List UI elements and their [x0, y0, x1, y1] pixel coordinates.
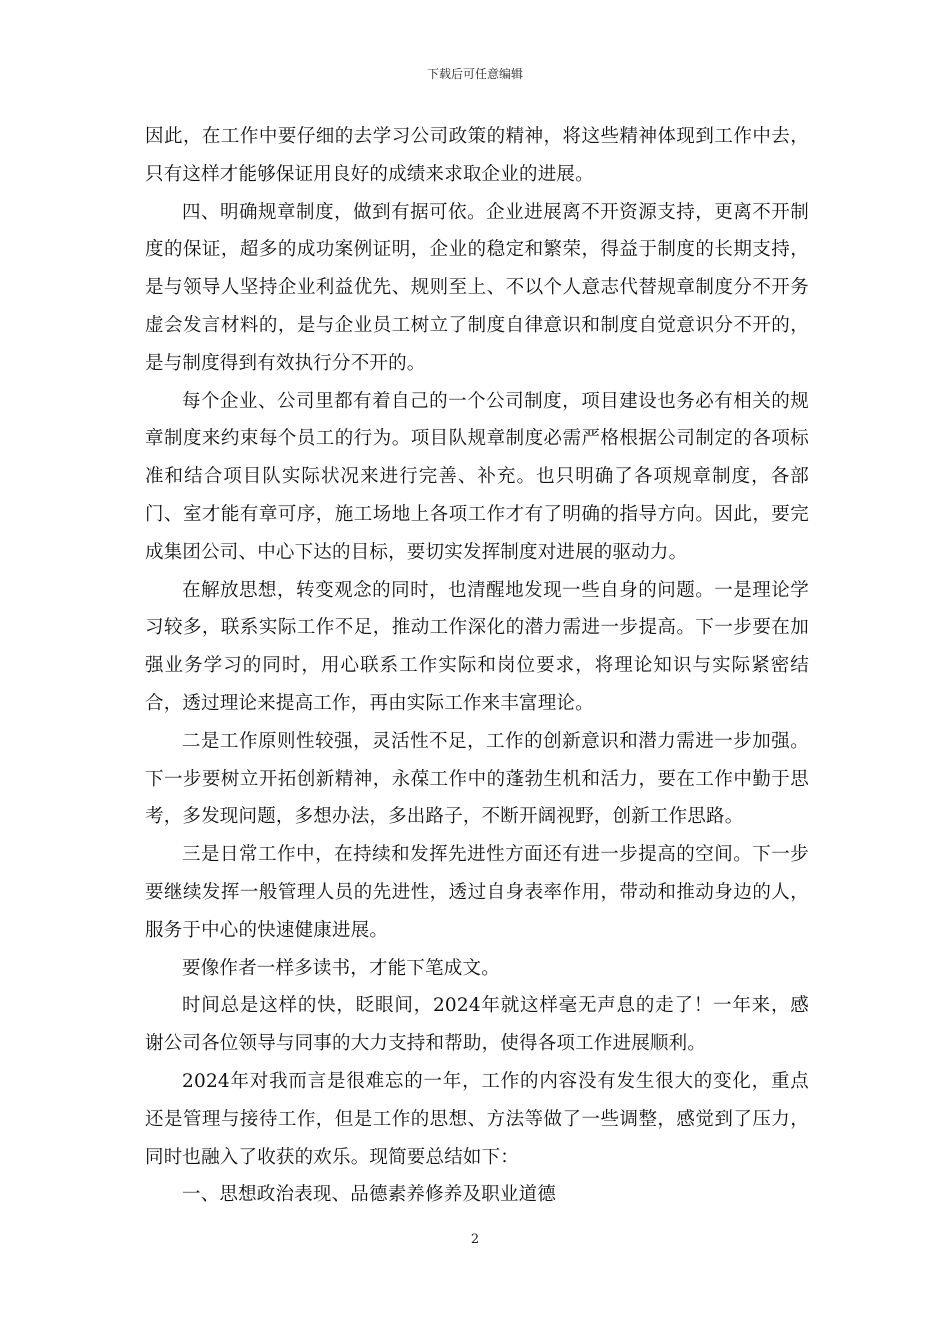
page-header: 下载后可任意编辑 [426, 67, 523, 81]
body-paragraph-7: 要像作者一样多读书，才能下笔成文。 [182, 957, 500, 979]
body-paragraph-4: 在解放思想，转变观念的同时，也清醒地发现一些自身的问题。一是理论学习较多，联系实际工作不足，推动工作深化的潜力需进一步提高。下一步要在加强业务学习的同时，用心联系工作实际和岗位要求，将理论知识与实际紧密结合，透过理论来提高工作，再由实际工作来丰富理论。 [145, 579, 809, 714]
document-body [145, 118, 809, 1214]
page-number: 2 [470, 1232, 480, 1247]
body-paragraph-8: 时间总是这样的快，眨眼间，2024年就这样毫无声息的走了！一年来，感谢公司各位领导与同事的大力支持和帮助，使得各项工作进展顺利。 [145, 995, 809, 1055]
body-paragraph-9: 2024年对我而言是很难忘的一年，工作的内容没有发生很大的变化，重点还是管理与接待工作，但是工作的思想、方法等做了一些调整，感觉到了压力，同时也融入了收获的欢乐。现简要总结如下： [145, 1070, 809, 1168]
body-paragraph-3: 每个企业、公司里都有着自己的一个公司制度，项目建设也务必有相关的规章制度来约束每个员工的行为。项目队规章制度必需严格根据公司制定的各项标准和结合项目队实际状况来进行完善、补充。也只明确了各项规章制度，各部门、室才能有章可序，施工场地上各项工作才有了明确的指导方向。因此，要完成集团公司、中心下达的目标，要切实发挥制度对进展的驱动力。 [145, 390, 809, 563]
body-paragraph-2: 四、明确规章制度，做到有据可依。企业进展离不开资源支持，更离不开制度的保证，超多的成功案例证明，企业的稳定和繁荣，得益于制度的长期支持，是与领导人坚持企业利益优先、规则至上、不以个人意志代替规章制度分不开务虚会发言材料的，是与企业员工树立了制度自律意识和制度自觉意识分不开的，是与制度得到有效执行分不开的。 [145, 201, 809, 374]
section-heading: 一、思想政治表现、品德素养修养及职业道德 [182, 1184, 557, 1206]
body-paragraph-1: 因此，在工作中要仔细的去学习公司政策的精神，将这些精神体现到工作中去，只有这样才能够保证用良好的成绩来求取企业的进展。 [145, 126, 809, 185]
body-paragraph-5: 二是工作原则性较强，灵活性不足，工作的创新意识和潜力需进一步加强。下一步要树立开拓创新精神，永葆工作中的蓬勃生机和活力，要在工作中勤于思考，多发现问题，多想办法，多出路子，不断开阔视野，创新工作思路。 [145, 730, 809, 828]
body-paragraph-6: 三是日常工作中，在持续和发挥先进性方面还有进一步提高的空间。下一步要继续发挥一般管理人员的先进性，透过自身表率作用，带动和推动身边的人，服务于中心的快速健康进展。 [145, 844, 809, 941]
